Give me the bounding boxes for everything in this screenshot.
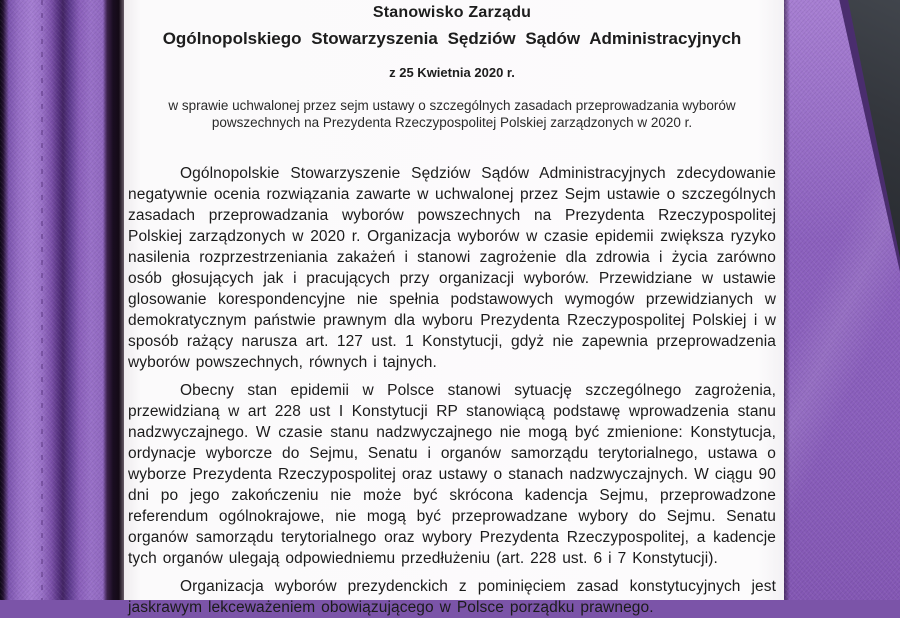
document-content — [128, 0, 776, 616]
document-body — [128, 163, 776, 618]
document-title-line1: Stanowisko Zarządu — [372, 4, 532, 21]
document-date: z 25 Kwietnia 2020 r. — [389, 65, 515, 80]
body-paragraph-2: Obecny stan epidemii w Polsce stanowi sytuację szczególnego zagrożenia, przewidzianą w art 228 ust I Konstytucji RP stanowiącą podstawę wprowadzenia stanu nadzwyczajnego. W czasie stanu nadzwyczajnego nie mogą być zmienione: Konstytucja, ordynacje wyborcze do Sejmu, Senatu i organów samorządu terytorialnego, ustawa o wyborze Prezydenta Rzeczypospolitej oraz ustawy o stanach nadzwyczajnych. W ciągu 90 dni po jego zakończeniu nie może być skrócona kadencja Sejmu, przeprowadzone referendum ogólnokrajowe, nie mogą być przeprowadzane wybory do Sejmu. Senatu organów samorządu terytorialnego oraz wybory Prezydenta Rzeczypospolitej, a kadencje tych organów ulegają odpowiedniemu przedłużeniu (art. 228 ust. 6 i 7 Konstytucji). — [128, 382, 776, 567]
document-subject: w sprawie uchwalonej przez sejm ustawy o szczególnych zasadach przeprowadzania wyborów powszechnych na Prezydenta Rzeczypospolitej Polskiej zarządzonych w 2020 r. — [168, 98, 736, 130]
body-paragraph-1: Ogólnopolskie Stowarzyszenie Sędziów Sądów Administracyjnych zdecydowanie negatywnie ocenia rozwiązania zawarte w uchwalonej przez Sejm ustawie o szczególnych zasadach przeprowadzania wyborów powszechnych na Prezydenta Rzeczypospolitej Polskiej zarządzonych w 2020 r. Organizacja wyborów w czasie epidemii zwiększa ryzyko nasilenia rozprzestrzeniania zakażeń i stanowi zagrożenie dla zdrowia i życia zarówno osób głosujących jak i pracujących przy organizacji wyborów. Przewidziane w ustawie glosowanie korespondencyjne nie spełnia podstawowych wymogów przewidzianych w demokratycznym państwie prawnym dla wyboru Prezydenta Rzeczypospolitej Polskiej i w sposób rażący narusza art. 127 ust. 1 Konstytucji, gdyż nie zapewnia przeprowadzenia wyborów powszechnych, równych i tajnych. — [128, 165, 776, 371]
fabric-seam-line — [41, 0, 43, 600]
body-paragraph-3: Organizacja wyborów prezydenckich z pominięciem zasad konstytucyjnych jest jaskrawym lekceważeniem obowiązującego w Polsce porządku prawnego. — [128, 578, 776, 616]
document-title-line2-association-name: Ogólnopolskiego Stowarzyszenia Sędziów Sądów Administracyjnych — [162, 29, 742, 48]
